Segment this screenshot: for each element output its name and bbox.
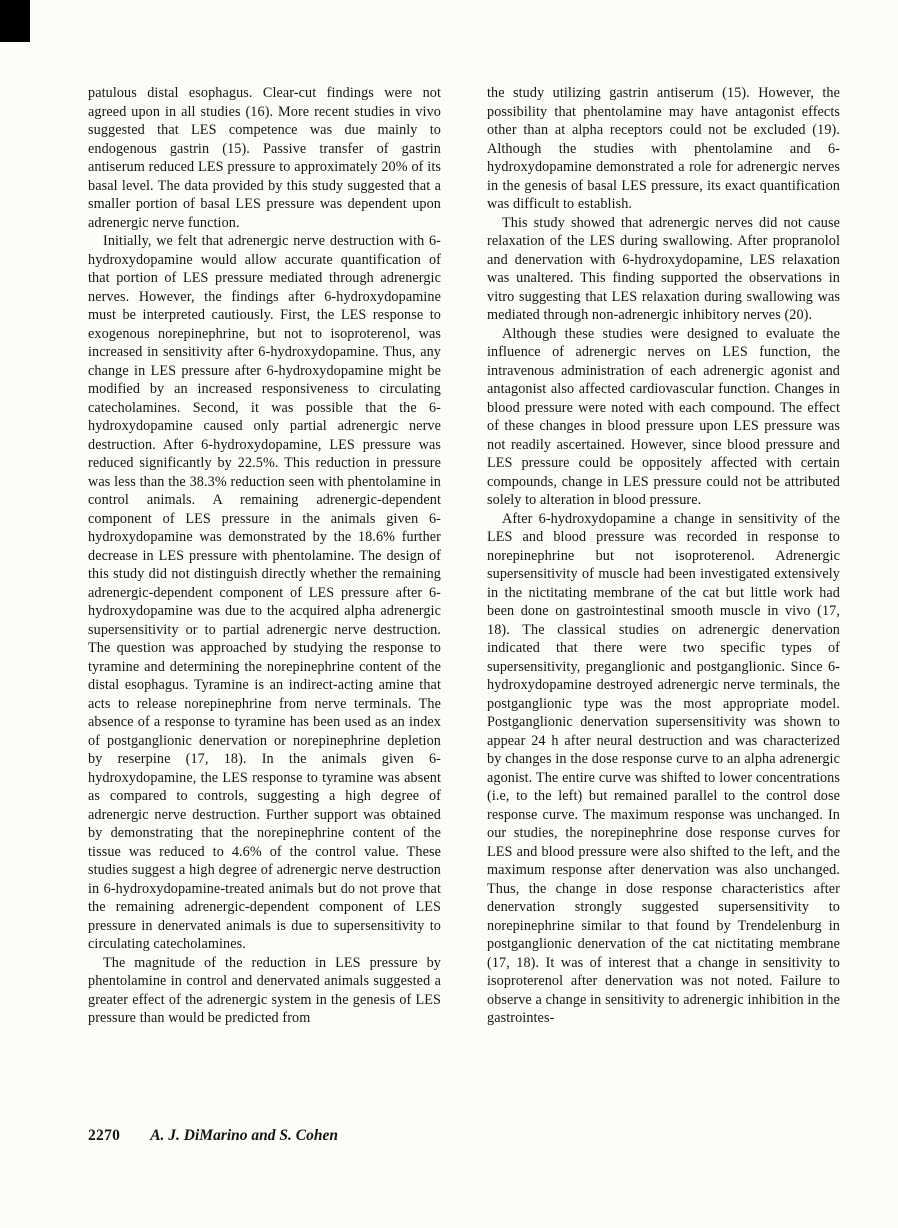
paragraph: This study showed that adrenergic nerves did not cause relaxation of the LES during swallowing. After propranolol and denervation with 6-hydroxydopamine, LES relaxation was unaltered. This finding supported the observations in vitro suggesting that LES relaxation during swallowing was mediated through non-adrenergic inhibitory nerves (20). <box>487 214 840 323</box>
paragraph: Initially, we felt that adrenergic nerve destruction with 6-hydroxydopamine would allow accurate quantification of that portion of LES pressure mediated through adrenergic nerves. However, the findings after 6-hydroxydopamine must be interpreted cautiously. First, the LES response to exogenous norepinephrine, but not to isoproterenol, was increased in sensitivity after 6-hydroxydopamine. Thus, any change in LES pressure after 6-hydroxydopamine might be modified by an increased responsiveness to circulating catecholamines. Second, it was possible that the 6-hydroxydopamine caused only partial adrenergic nerve destruction. After 6-hydroxydopamine, LES pressure was reduced significantly by 22.5%. This reduction in pressure was less than the 38.3% reduction seen with phentolamine in control animals. A remaining adrenergic-dependent component of LES pressure in the animals given 6-hydroxydopamine was demonstrated by the 18.6% further decrease in LES pressure with phentolamine. The design of this study did not distinguish directly whether the remaining adrenergic-dependent component of LES pressure after 6-hydroxydopamine was due to the acquired alpha adrenergic supersensitivity or to partial adrenergic nerve destruction. The question was approached by studying the response to tyramine and determining the norepinephrine content of the distal esophagus. Tyramine is an indirect-acting amine that acts to release norepinephrine from nerve terminals. The absence of a response to tyramine has been used as an index of postganglionic denervation or norepinephrine depletion by reserpine (17, 18). In the animals given 6-hydroxydopamine, the LES response to tyramine was absent as compared to controls, suggesting a high degree of adrenergic nerve destruction. Further support was obtained by demonstrating that the norepinephrine content of the tissue was reduced to 4.6% of the control value. These studies suggest a high degree of adrenergic nerve destruction in 6-hydroxydopamine-treated animals but do not prove that the remaining adrenergic-dependent component of LES pressure in denervated animals is due to supersensitivity to circulating catecholamines. <box>88 233 441 952</box>
left-column <box>88 84 441 1028</box>
scan-corner-artifact <box>0 0 30 42</box>
right-column <box>487 84 840 1028</box>
paragraph: Although these studies were designed to evaluate the influence of adrenergic nerves on LES function, the intravenous administration of each adrenergic agonist and antagonist also affected cardiovascular function. Changes in blood pressure were noted with each compound. The effect of these changes in blood pressure upon LES pressure was not readily ascertained. However, since blood pressure and LES pressure could be oppositely affected with certain compounds, change in LES pressure could not be attributed solely to alteration in blood pressure. <box>487 325 840 508</box>
paragraph-continued: patulous distal esophagus. Clear-cut findings were not agreed upon in all studies (16). More recent studies in vivo suggested that LES competence was due mainly to endogenous gastrin (15). Passive transfer of gastrin antiserum reduced LES pressure to approximately 20% of its basal level. The data provided by this study suggested that a smaller portion of basal LES pressure was dependent upon adrenergic nerve function. <box>88 85 441 231</box>
running-authors: A. J. DiMarino and S. Cohen <box>150 1127 338 1144</box>
page-number: 2270 <box>88 1127 121 1144</box>
paragraph: The magnitude of the reduction in LES pressure by phentolamine in control and denervated animals suggested a greater effect of the adrenergic system in the genesis of LES pressure than would be predicted from <box>88 954 441 1026</box>
page-footer <box>88 1126 338 1146</box>
paragraph: After 6-hydroxydopamine a change in sensitivity of the LES and blood pressure was recorded in response to norepinephrine but not isoproterenol. Adrenergic supersensitivity of muscle had been investigated extensively in the nictitating membrane of the cat but little work had been done on gastrointestinal smooth muscle in vivo (17, 18). The classical studies on adrenergic denervation indicated that there were two specific types of supersensitivity, preganglionic and postganglionic. Since 6-hydroxydopamine destroyed adrenergic nerve terminals, the postganglionic type was the most appropriate model. Postganglionic denervation supersensitivity was shown to appear 24 h after neural destruction and was characterized by changes in the dose response curve to an alpha adrenergic agonist. The entire curve was shifted to lower concentrations (i.e, to the left) but remained parallel to the control dose response curve. The maximum response was unchanged. In our studies, the norepinephrine dose response curves for LES and blood pressure were also shifted to the left, and the maximum response after denervation was also unchanged. Thus, the change in dose response characteristics after denervation strongly suggested supersensitivity to norepinephrine similar to that found by Trendelenburg in postganglionic denervation of the cat nictitating membrane (17, 18). It was of interest that a change in sensitivity to isoproterenol after denervation was not noted. Failure to observe a change in sensitivity to adrenergic inhibition in the gastrointes- <box>487 510 840 1026</box>
paragraph-continued: the study utilizing gastrin antiserum (15). However, the possibility that phentolamine may have antagonist effects other than at alpha receptors could not be excluded (19). Although the studies with phentolamine and 6-hydroxydopamine demonstrated a role for adrenergic nerves in the genesis of basal LES pressure, its exact quantification was difficult to establish. <box>487 85 840 212</box>
two-column-body <box>88 84 840 1028</box>
